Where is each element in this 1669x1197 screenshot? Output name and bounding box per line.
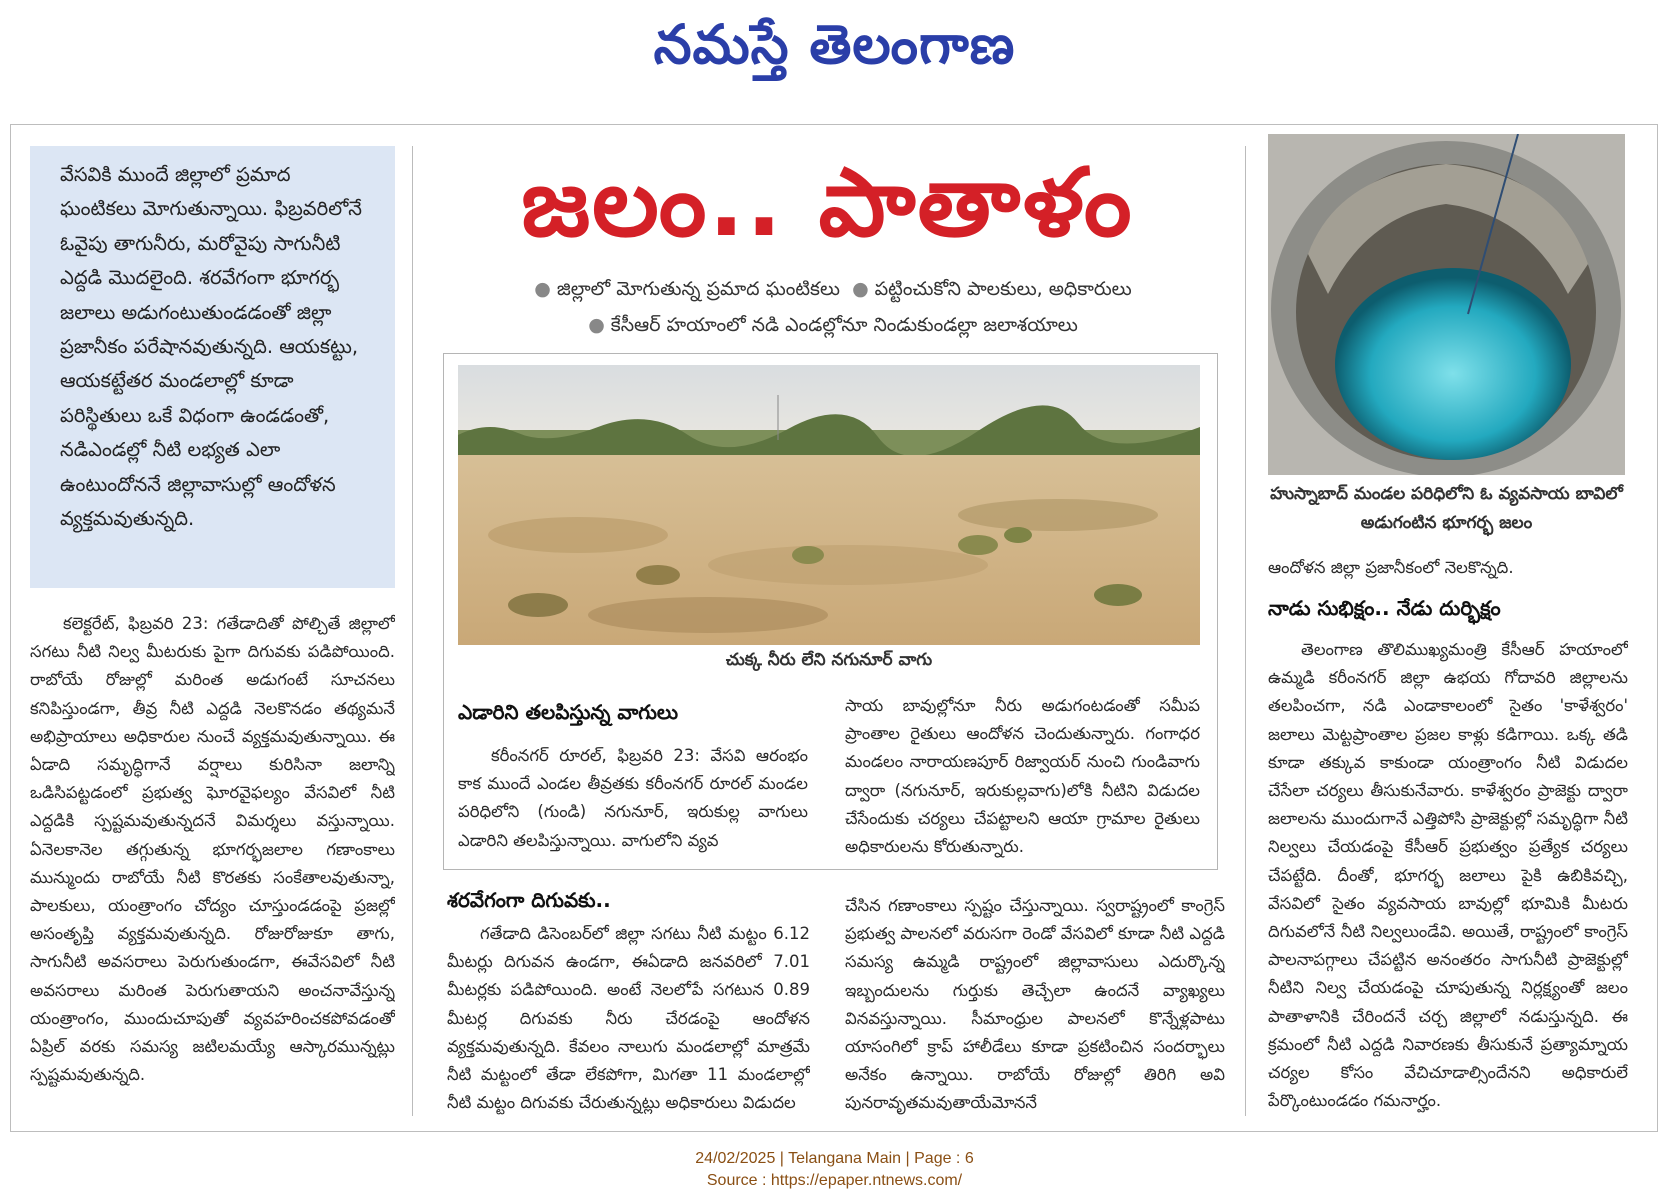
river-photo: [458, 365, 1200, 645]
bullet-icon: ●: [534, 278, 551, 300]
headline: జలం.. పాతాళం: [521, 149, 1134, 258]
well-photo: [1268, 134, 1625, 475]
left-column: [30, 610, 395, 1120]
right-section-title: నాడు సుభిక్షం.. నేడు దుర్భిక్షం: [1268, 596, 1501, 620]
depth-section-col2: [845, 892, 1225, 1116]
depth-section-title: శరవేగంగా దిగువకు..: [447, 888, 611, 912]
bullet-icon: ●: [852, 278, 869, 300]
depth-section-col1-text: గతేడాది డిసెంబర్‌లో జిల్లా సగటు నీటి మట్టం 6.12 మీటర్లు దిగువన ఉండగా, ఈఏడాది జనవరిలో 7.01 మీటర్లకు పడిపోయింది. అంటే నెలలోపే సగటున 0.89 మీటర్ల దిగువకు నీరు చేరడంపై ఆందోళన వ్యక్తమవుతున్నది. కేవలం నాలుగు మండలాల్లో మాత్రమే నీటి మట్టంలో తేడా లేకపోగా, మిగతా 11 మండలాల్లో నీటి మట్టం దిగువకు చేరుతున్నట్లు అధికారులు విడుదల: [447, 924, 810, 1113]
river-section-col1-text: కరీంనగర్ రూరల్, ఫిబ్రవరి 23: వేసవి ఆరంభం కాక ముందే ఎండల తీవ్రతకు కరీంనగర్ రూరల్ మండల పరిధిలోని (గుండి) నగునూర్, ఇరుకుల్ల వాగులు ఎడారిని తలపిస్తున్నాయి. వాగులోని వ్యవ: [458, 746, 808, 850]
river-photo-caption: చుక్క నీరు లేని నగునూర్ వాగు: [725, 650, 933, 670]
bullet-icon: ●: [588, 314, 605, 336]
right-column-top: [1268, 554, 1628, 582]
masthead-logo: నమస్తే తెలంగాణ: [653, 12, 1016, 76]
right-column-top-text: ఆందోళన జిల్లా ప్రజానీకంలో నెలకొన్నది.: [1268, 558, 1514, 577]
subhead-2: పట్టించుకోని పాలకులు, అధికారులు: [874, 278, 1132, 300]
river-section-title: ఎడారిని తలపిస్తున్న వాగులు: [458, 700, 678, 724]
well-photo-caption: హుస్నాబాద్ మండల పరిధిలోని ఓ వ్యవసాయ బావిలో అడుగంటిన భూగర్భ జలం: [1270, 484, 1623, 533]
column-divider: [412, 146, 413, 1116]
subhead-row-1: [440, 278, 1220, 305]
depth-section-col2-text: చేసిన గణాంకాలు స్పష్టం చేస్తున్నాయి. స్వరాష్ట్రంలో కాంగ్రెస్ ప్రభుత్వ పాలనలో వరుసగా రెండో వేసవిలో కూడా నీటి ఎద్దడి సమస్య ఉమ్మడి రాష్ట్రంలో జిల్లావాసులు ఎదుర్కొన్న ఇబ్బందులను గుర్తుకు తెచ్చేలా ఉందనే వ్యాఖ్యలు వినవస్తున్నాయి. సీమాంధ్రుల పాలనలో కొన్నేళ్లపాటు యాసంగిలో క్రాప్ హాలీడేలు కూడా ప్రకటించిన సందర్భాలు అనేకం ఉన్నాయి. రాబోయే రోజుల్లో తిరిగి అవి పునరావృతమవుతాయేమోననే: [845, 896, 1225, 1113]
intro-box: వేసవికి ముందే జిల్లాలో ప్రమాద ఘంటికలు మోగుతున్నాయి. ఫిబ్రవరిలోనే ఓవైపు తాగునీరు, మరోవైపు సాగునీటి ఎద్దడి మొదలైంది. శరవేగంగా భూగర్భ జలాలు అడుగంటుతుండడంతో జిల్లా ప్రజానీకం పరేషానవుతున్నది. ఆయకట్టు, ఆయకట్టేతర మండలాల్లో కూడా పరిస్థితులు ఒకే విధంగా ఉండడంతో, నడిఎండల్లో నీటి లభ్యత ఎలా ఉంటుందోననే జిల్లావాసుల్లో ఆందోళన వ్యక్తమవుతున్నది.: [30, 146, 395, 588]
subhead-1: జిల్లాలో మోగుతున్న ప్రమాద ఘంటికలు: [556, 278, 841, 300]
subhead-row-2: [440, 314, 1220, 341]
river-section-col2: [845, 692, 1200, 860]
subhead-3: కేసీఆర్ హయాంలో నడి ఎండల్లోనూ నిండుకుండల్లా జలాశయాలు: [610, 314, 1078, 336]
footer-date-line: 24/02/2025 | Telangana Main | Page : 6: [695, 1150, 974, 1167]
left-column-text: కలెక్టరేట్, ఫిబ్రవరి 23: గతేడాదితో పోల్చితే జిల్లాలో సగటు నీటి నిల్వ మీటరుకు పైగా దిగువకు పడిపోయింది. రాబోయే రోజుల్లో మరింత అడుగంటే సూచనలు కనిపిస్తుండగా, తీవ్ర నీటి ఎద్దడి నెలకొనడం తథ్యమనే అభిప్రాయాలు అధికారుల నుంచే వ్యక్తమవుతున్నాయి. ఈ ఏడాది సమృద్ధిగానే వర్షాలు కురిసినా జలాన్ని ఒడిసిపట్టడంలో ప్రభుత్వ ఘోరవైఫల్యం వేసవిలో నీటి ఎద్దడికి స్పష్టమవుతున్నదనే విమర్శలు వస్తున్నాయి. ఏనెలకానెల తగ్గుతున్న భూగర్భజలాల గణాంకాలు మున్ముందు రాబోయే నీటి కొరతకు సంకేతాలవుతున్నా, పాలకులు, యంత్రాంగం చోద్యం చూస్తుండడంపై ప్రజల్లో అసంతృప్తి వ్యక్తమవుతున్నది. రోజురోజుకూ తాగు, సాగునీటి అవసరాలు పెరుగుతుండగా, ఈవేసవిలో నీటి అవసరాలు మరింత పెరుగుతాయని అంచనావేస్తున్న యంత్రాంగం, ముందుచూపుతో వ్యవహరించకపోవడంతో ఏప్రిల్ వరకు సమస్య జటిలమయ్యే ఆస్కారమున్నట్లు స్పష్టమవుతున్నది.: [30, 614, 395, 1085]
right-section-body: [1268, 636, 1628, 1116]
river-section-col2-text: సాయ బావుల్లోనూ నీరు అడుగంటడంతో సమీప ప్రాంతాల రైతులు ఆందోళన చెందుతున్నారు. గంగాధర మండలం నారాయణపూర్ రిజ్వాయర్ నుంచి గుండివాగు ద్వారా (నగునూర్, ఇరుకుల్లవాగు)లోకి నీటిని విడుదల చేసేందుకు చర్యలు చేపట్టాలని ఆయా గ్రామాల రైతులు అధికారులను కోరుతున్నారు.: [845, 696, 1200, 857]
column-divider: [1245, 146, 1246, 1116]
depth-section-col1: [447, 920, 810, 1116]
footer-source-line: Source : https://epaper.ntnews.com/: [706, 1172, 963, 1189]
river-section-col1: [458, 742, 808, 860]
right-section-body-text: తెలంగాణ తొలిముఖ్యమంత్రి కేసీఆర్ హయాంలో ఉమ్మడి కరీంనగర్ జిల్లా ఉభయ గోదావరి జిల్లాలను తలపించగా, నడి ఎండాకాలంలో సైతం 'కాళేశ్వరం' జలాలు మెట్టప్రాంతాల ప్రజల కాళ్లు కడిగాయి. ఒక్క తడి కూడా తక్కువ కాకుండా యంత్రాంగం నీటి విడుదల చేసేలా చర్యలు తీసుకునేవారు. కాళేశ్వరం ప్రాజెక్టు ద్వారా జలాలను ముందుగానే ఎత్తిపోసి ప్రాజెక్టుల్లో సమృద్ధిగా నీటి నిల్వలు చేయడంపై కేసీఆర్ ప్రభుత్వం ప్రత్యేక చర్యలు చేపట్టేది. దీంతో, భూగర్భ జలాలు పైకి ఉబికివచ్చి, వేసవిలో సైతం వ్యవసాయ బావుల్లో భూమికి మీటరు దిగువలోనే నీటి నిల్వలుండేవి. అయితే, రాష్ట్రంలో కాంగ్రెస్ పాలనాపగ్గాలు చేపట్టిన అనంతరం సాగునీటి ప్రాజెక్టుల్లో నీటిని నిల్వ చేయడంపై చూపుతున్న నిర్లక్ష్యంతో జలం పాతాళానికి చేరిందనే చర్చ జిల్లాలో నడుస్తున్నది. ఈ క్రమంలో నీటి ఎద్దడి నివారణకు తీసుకునే ప్రత్యామ్నాయ చర్యల కోసం వేచిచూడాల్సిందేనని అధికారులే పేర్కొంటుండడం గమనార్హం.: [1268, 640, 1628, 1111]
